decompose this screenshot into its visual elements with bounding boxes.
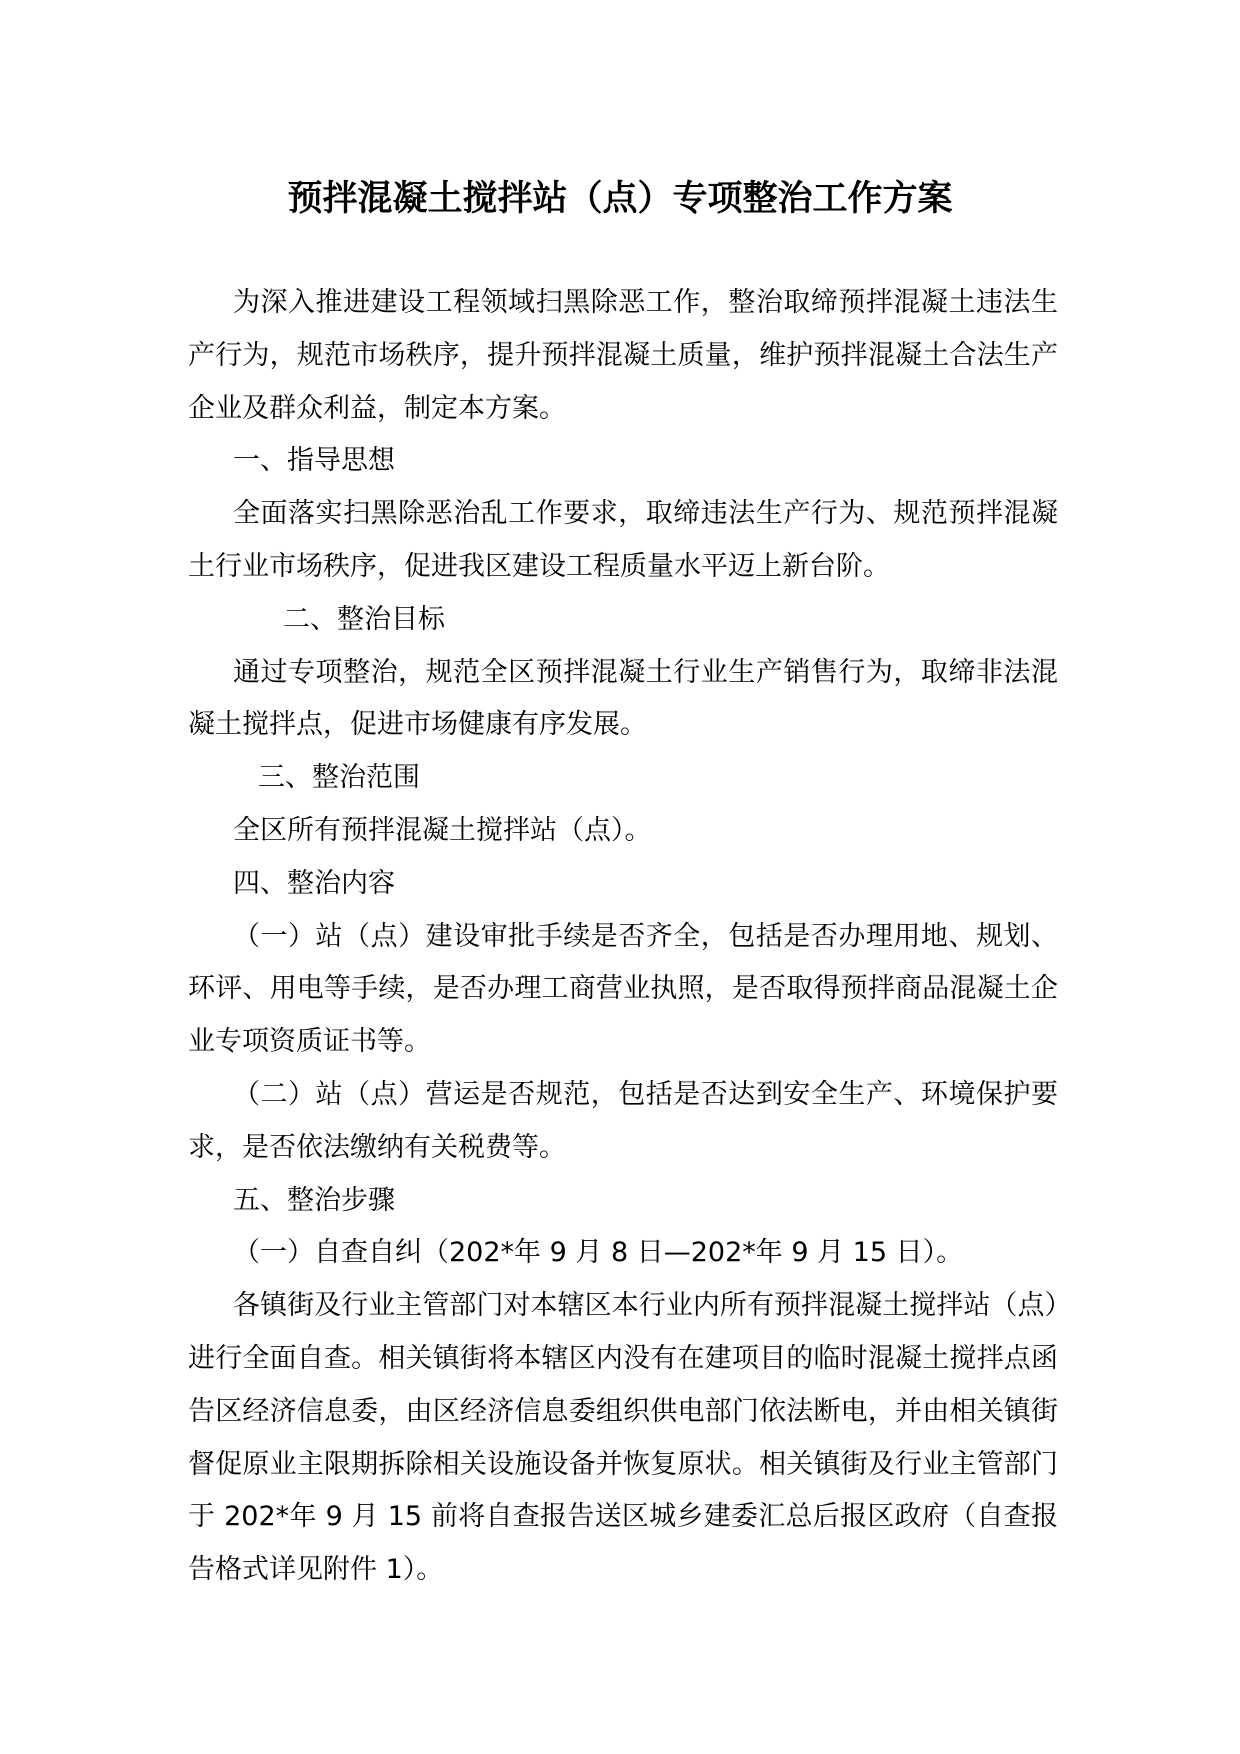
objectives-paragraph: 通过专项整治，规范全区预拌混凝土行业生产销售行为，取缔非法混凝土搅拌点，促进市场健康有序发展。 xyxy=(188,656,1058,741)
step-1-paragraph: 各镇街及行业主管部门对本辖区本行业内所有预拌混凝土搅拌站（点）进行全面自查。相关镇街将本辖区内没有在建项目的临时混凝土搅拌点函告区经济信息委，由区经济信息委组织供电部门依法断电，并由相关镇街督促原业主限期拆除相关设施设备并恢复原状。相关镇街及行业主管部门于 202*年 9 月 15 前将自查报告送区城乡建委汇总后报区政府（自查报告格式详见附件 1）。 xyxy=(188,1290,1058,1586)
section-heading-guiding-ideology: 一、指导思想 xyxy=(233,445,395,477)
intro-paragraph: 为深入推进建设工程领域扫黑除恶工作，整治取缔预拌混凝土违法生产行为，规范市场秩序，提升预拌混凝土质量，维护预拌混凝土合法生产企业及群众利益，制定本方案。 xyxy=(188,287,1058,424)
guiding-ideology-paragraph: 全面落实扫黑除恶治乱工作要求，取缔违法生产行为、规范预拌混凝土行业市场秩序，促进我区建设工程质量水平迈上新台阶。 xyxy=(188,498,1058,582)
document-title: 预拌混凝土搅拌站（点）专项整治工作方案 xyxy=(287,178,953,219)
section-heading-scope: 三、整治范围 xyxy=(258,762,420,794)
scope-paragraph: 全区所有预拌混凝土搅拌站（点）。 xyxy=(233,814,652,846)
section-heading-content: 四、整治内容 xyxy=(233,867,395,899)
step-1-heading: （一）自查自纠（202*年 9 月 8 日—202*年 9 月 15 日）。 xyxy=(233,1237,964,1269)
content-item-1: （一）站（点）建设审批手续是否齐全，包括是否办理用地、规划、环评、用电等手续，是否办理工商营业执照，是否取得预拌商品混凝土企业专项资质证书等。 xyxy=(188,920,1058,1058)
section-heading-objectives: 二、整治目标 xyxy=(283,603,445,635)
content-item-2: （二）站（点）营运是否规范，包括是否达到安全生产、环境保护要求，是否依法缴纳有关税费等。 xyxy=(188,1078,1058,1163)
section-heading-steps: 五、整治步骤 xyxy=(233,1184,395,1216)
document-body xyxy=(188,277,1058,1597)
